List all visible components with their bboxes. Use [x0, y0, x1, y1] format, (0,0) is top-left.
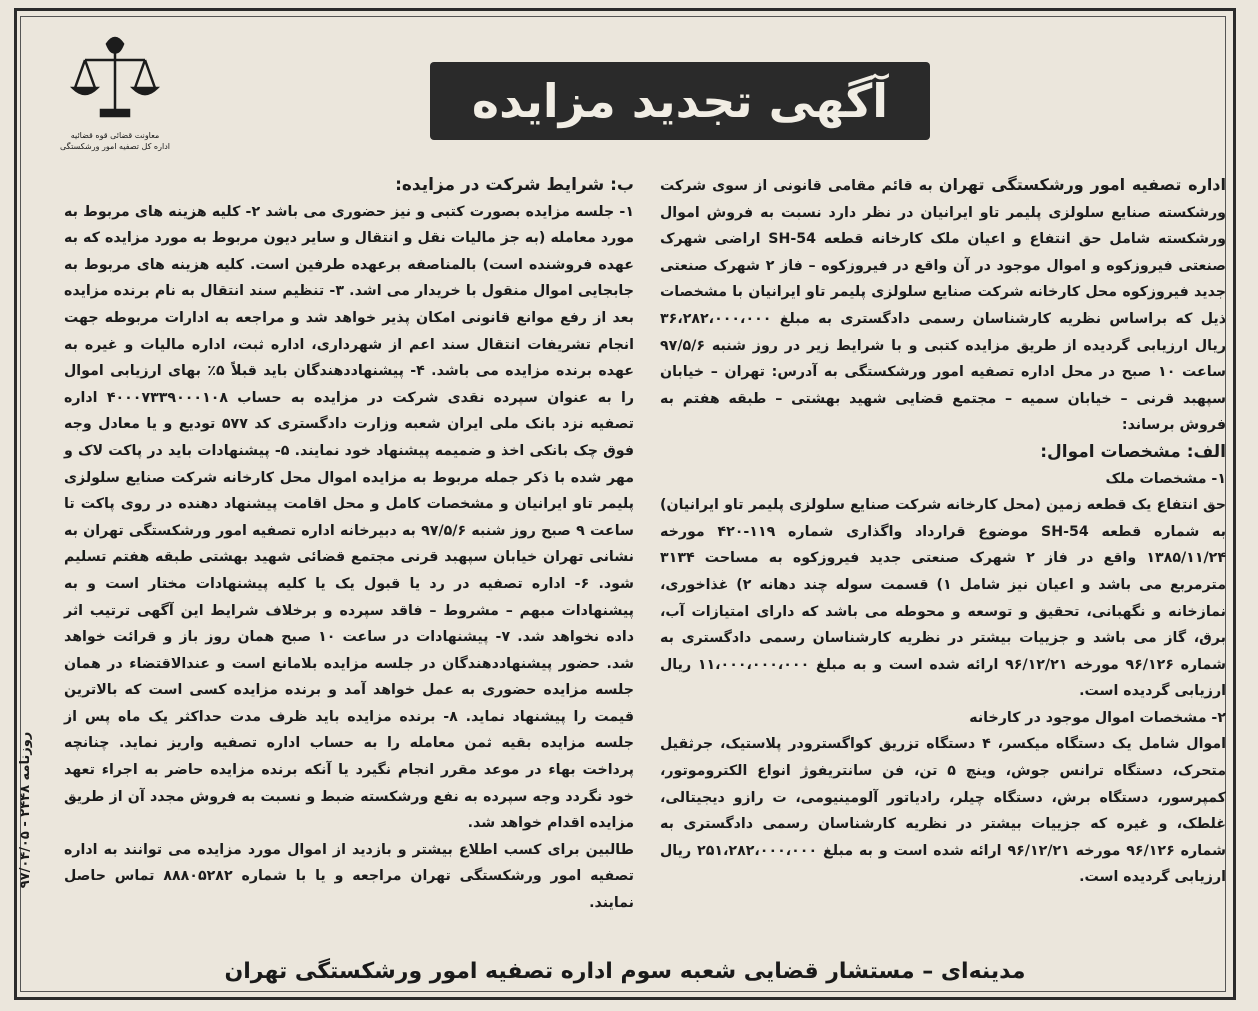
contact-text: طالبین برای کسب اطلاع بیشتر و بازدید از اموال مورد مزایده می توانند به اداره تصفیه امور ورشکستگی تهران مراجعه و یا با شماره ۸۸۸۰۵۲۸۲ تماس حاصل نمایند. [64, 841, 634, 912]
emblem-caption-line1: معاونت قضائی قوه قضائیه [70, 131, 160, 140]
item2-text: اموال شامل یک دستگاه میکسر، ۴ دستگاه تزریق کواگسترودر پلاستیک، جرثقیل متحرک، دستگاه ترانس جوش، وینچ ۵ تن، فن سانتریفوژ انواع الکتروموتور، کمپرسور، دستگاه برش، دستگاه چیلر، رادیاتور آلومینیومی، ت رازو دیجیتالی، غلطک، و غیره که جزییات بیشتر در نظریه کارشناسان رسمی دادگستری به شماره ۹۶/۱۲۶ مورخه ۹۶/۱۲/۲۱ ارائه شده است و به مبلغ ۲۵۱،۲۸۲،۰۰۰،۰۰۰ ریال ارزیابی گردیده است. [660, 736, 1226, 886]
item1-heading: ۱- مشخصات ملک [1105, 470, 1226, 487]
newspaper-side-note: روزنامه ۲۴۴۸ - ۹۷/۰۴/۰۵ [18, 731, 33, 889]
emblem-caption-line2: اداره کل تصفیه امور ورشکستگی [59, 142, 170, 151]
section-a-heading: الف: مشخصات اموال: [1040, 441, 1226, 462]
conditions-column [64, 172, 634, 917]
page-title: آگهی تجدید مزایده [471, 74, 889, 128]
intro-office-name: اداره تصفیه امور ورشکستگی تهران [938, 175, 1227, 194]
property-details-column [660, 172, 1226, 891]
item2-heading: ۲- مشخصات اموال موجود در کارخانه [969, 709, 1226, 726]
scales-of-justice-icon [67, 30, 163, 126]
conditions-text: ۱- جلسه مزایده بصورت کتبی و نیز حضوری می باشد ۲- کلیه هزینه های مربوط به مورد معامله (به جز مالیات نقل و انتقال و سایر دیون مربوط به مورد مزایده که به عهده فروشنده است) بالمناصفه برعهده طرفین است. کلیه هزینه های مربوط به جابجایی اموال منقول با خریدار می اشد. ۳- تنظیم سند انتقال به نام برنده مزایده بعد از رفع موانع قانونی امکان پذیر خواهد شد و مراجعه به ادارات مربوطه جهت انجام تشریفات انتقال سند اعم از شهرداری، اداره ثبت، اداره مالیات و غیره به عهده برنده مزایده می باشد. ۴- پیشنهاددهندگان باید قبلاً ۵٪ بهای ارزیابی اموال را به عنوان سپرده نقدی شرکت در مزایده به حساب ۴۰۰۰۷۳۳۹۰۰۰۱۰۸ اداره تصفیه نزد بانک ملی ایران شعبه وزارت دادگستری کد ۵۷۷ تودیع و یا معادل وجه فوق چک بانکی اخذ و ضمیمه پیشنهاد خود نمایند. ۵- پیشنهادات باید در پاکت لاک و مهر شده با ذکر جمله مربوط به مزایده اموال محل کارخانه شرکت صنایع سلولزی پلیمر تاو ایرانیان و مشخصات کامل و محل اقامت پیشنهاد دهنده در روی پاکت تا ساعت ۹ صبح روز شنبه ۹۷/۵/۶ به دبیرخانه اداره تصفیه امور ورشکستگی تهران به نشانی تهران خیابان سپهبد قرنی مجتمع قضائی شهید بهشتی طبقه هفتم تسلیم شود. ۶- اداره تصفیه در رد یا قبول یک یا کلیه پیشنهادات مختار است و به پیشنهادات مبهم – مشروط – فاقد سپرده و برخلاف شرایط این آگهی ترتیب اثر داده نخواهد شد. ۷- پیشنهادات در ساعت ۱۰ صبح همان روز باز و قرائت خواهد شد. حضور پیشنهاددهندگان در جلسه مزایده بلامانع است و عندالاقتضاء در همان جلسه مزایده حضوری به عمل خواهد آمد و برنده مزایده کسی است که بالاترین قیمت را پیشنهاد نماید. ۸- برنده مزایده باید ظرف مدت حداکثر یک ماه پس از جلسه مزایده بقیه ثمن معامله را به حساب اداره تصفیه واریز نماید. چنانچه پرداخت بهاء در موعد مقرر انجام نگیرد یا آنکه برنده مزایده حاضر به اجراء تعهد خود نگردد وجه سپرده به نفع ورشکسته ضبط و نسبت به فروش مجدد آن از طریق مزایده اقدام خواهد شد. [64, 203, 634, 832]
judiciary-emblem [60, 30, 170, 180]
title-banner [430, 62, 930, 140]
intro-text: به قائم مقامی قانونی از سوی شرکت ورشکسته صنایع سلولزی پلیمر تاو ایرانیان در نظر دارد نسبت به فروش اموال ورشکسته شامل حق انتفاع و اعیان ملک کارخانه قطعه SH-54 اراضی شهرک صنعتی فیروزکوه و اموال موجود در آن واقع در فیروزکوه – فاز ۲ شهرک صنعتی جدید فیروزکوه محل کارخانه شرکت صنایع سلولزی پلیمر تاو ایرانیان با مشخصات ذیل که براساس نظریه کارشناسان رسمی دادگستری به مبلغ ۳۶،۲۸۲،۰۰۰،۰۰۰ ریال ارزیابی گردیده از طریق مزایده کتبی و با شرایط زیر در روز شنبه ۹۷/۵/۶ ساعت ۱۰ صبح در محل اداره تصفیه امور ورشکستگی به آدرس: تهران – خیابان سپهبد قرنی – خیابان سمیه – مجتمع قضایی شهید بهشتی – طبقه هفتم به فروش برساند: [660, 178, 1226, 434]
item1-text: حق انتفاع یک قطعه زمین (محل کارخانه شرکت صنایع سلولزی پلیمر تاو ایرانیان) به شماره قطعه SH-54 موضوع قرارداد واگذاری شماره ۱۱۹-۴۲۰ مورخه ۱۳۸۵/۱۱/۲۴ واقع در فاز ۲ شهرک صنعتی جدید فیروزکوه به مساحت ۳۱۳۴ مترمربع می باشد و اعیان نیز شامل ۱) قسمت سوله چند دهانه ۲) غذاخوری، نمازخانه و نگهبانی، تحقیق و توسعه و محوطه می باشد که دارای امتیازات آب، برق، گاز می باشد و جزییات بیشتر در نظریه کارشناسان رسمی دادگستری به شماره ۹۶/۱۲۶ مورخه ۹۶/۱۲/۲۱ ارائه شده است و به مبلغ ۱۱،۰۰۰،۰۰۰،۰۰۰ ریال ارزیابی گردیده است. [660, 497, 1226, 700]
signature-line: مدینه‌ای – مستشار قضایی شعبه سوم اداره تصفیه امور ورشکستگی تهران [224, 959, 1026, 984]
emblem-caption [60, 130, 170, 152]
intro-paragraph [660, 172, 1226, 439]
section-b-heading: ب: شرایط شرکت در مزایده: [395, 175, 634, 195]
